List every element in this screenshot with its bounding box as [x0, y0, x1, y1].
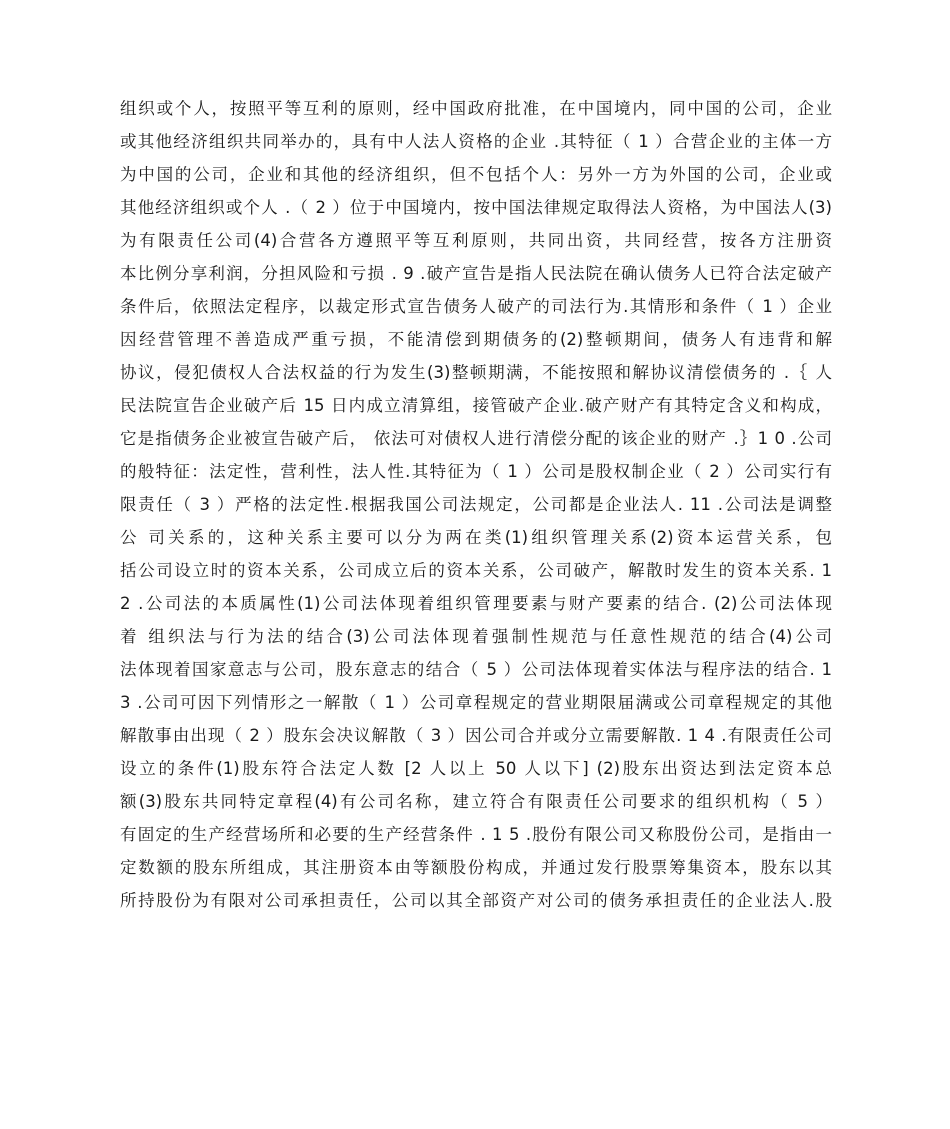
text-line: 条件后，依照法定程序，以裁定形式宣告债务人破产的司法行为.其情形和条件（ 1 ）企业: [120, 297, 832, 316]
text-line: 它是指债务企业被宣告破产后， 依法可对债权人进行清偿分配的该企业的财产 .｝1 0 .公司: [120, 429, 832, 448]
text-line: 法体现着国家意志与公司，股东意志的结合（ 5 ）公司法体现着实体法与程序法的结合. 1: [120, 660, 832, 679]
text-line: 着 组织法与行为法的结合(3)公司法体现着强制性规范与任意性规范的结合(4)公司: [120, 627, 832, 646]
text-line: 的般特征：法定性，营利性，法人性.其特征为（ 1 ）公司是股权制企业（ 2 ）公司实行有: [120, 462, 832, 481]
text-line: 括公司设立时的资本关系，公司成立后的资本关系，公司破产，解散时发生的资本关系. 1: [120, 561, 832, 580]
text-line: 民法院宣告企业破产后 15 日内成立清算组，接管破产企业.破产财产有其特定含义和构成，: [120, 396, 832, 415]
text-line: 公 司关系的，这种关系主要可以分为两在类(1)组织管理关系(2)资本运营关系，包: [120, 528, 832, 547]
text-line: 3 .公司可因下列情形之一解散（ 1 ）公司章程规定的营业期限届满或公司章程规定的其他: [120, 693, 832, 712]
text-line: 定数额的股东所组成，其注册资本由等额股份构成，并通过发行股票筹集资本，股东以其: [120, 858, 832, 877]
text-line: 有固定的生产经营场所和必要的生产经营条件 . 1 5 .股份有限公司又称股份公司，是指由一: [120, 825, 832, 844]
text-line: 限责任（ 3 ）严格的法定性.根据我国公司法规定，公司都是企业法人. 11 .公司法是调整: [120, 495, 832, 514]
text-line: 解散事由出现（ 2 ）股东会决议解散（ 3 ）因公司合并或分立需要解散. 1 4 .有限责任公司: [120, 726, 832, 745]
text-line: 设立的条件(1)股东符合法定人数 [2 人以上 50 人以下] (2)股东出资达到法定资本总: [120, 759, 832, 778]
text-line: 本比例分享利润，分担风险和亏损 . 9 .破产宣告是指人民法院在确认债务人已符合法定破产: [120, 264, 832, 283]
text-line: 为中国的公司，企业和其他的经济组织，但不包括个人：另外一方为外国的公司，企业或: [120, 165, 832, 184]
text-line: 所持股份为有限对公司承担责任，公司以其全部资产对公司的债务承担责任的企业法人.股: [120, 891, 832, 910]
text-line: 或其他经济组织共同举办的，具有中人法人资格的企业 .其特征（ 1 ）合营企业的主体一方: [120, 132, 832, 151]
text-line: 其他经济组织或个人 .（ 2 ）位于中国境内，按中国法律规定取得法人资格，为中国法人(3): [120, 198, 832, 217]
text-line: 额(3)股东共同特定章程(4)有公司名称，建立符合有限责任公司要求的组织机构（ 5 ）: [120, 792, 832, 811]
text-line: 2 .公司法的本质属性(1)公司法体现着组织管理要素与财产要素的结合. (2)公司法体现: [120, 594, 832, 613]
body-text: [120, 92, 832, 917]
text-line: 因经营管理不善造成严重亏损，不能清偿到期债务的(2)整顿期间，债务人有违背和解: [120, 330, 832, 349]
text-line: 为有限责任公司(4)合营各方遵照平等互利原则，共同出资，共同经营，按各方注册资: [120, 231, 832, 250]
text-line: 协议，侵犯债权人合法权益的行为发生(3)整顿期满，不能按照和解协议清偿债务的 .｛ 人: [120, 363, 832, 382]
text-line: 组织或个人，按照平等互利的原则，经中国政府批准，在中国境内，同中国的公司，企业: [120, 99, 832, 118]
